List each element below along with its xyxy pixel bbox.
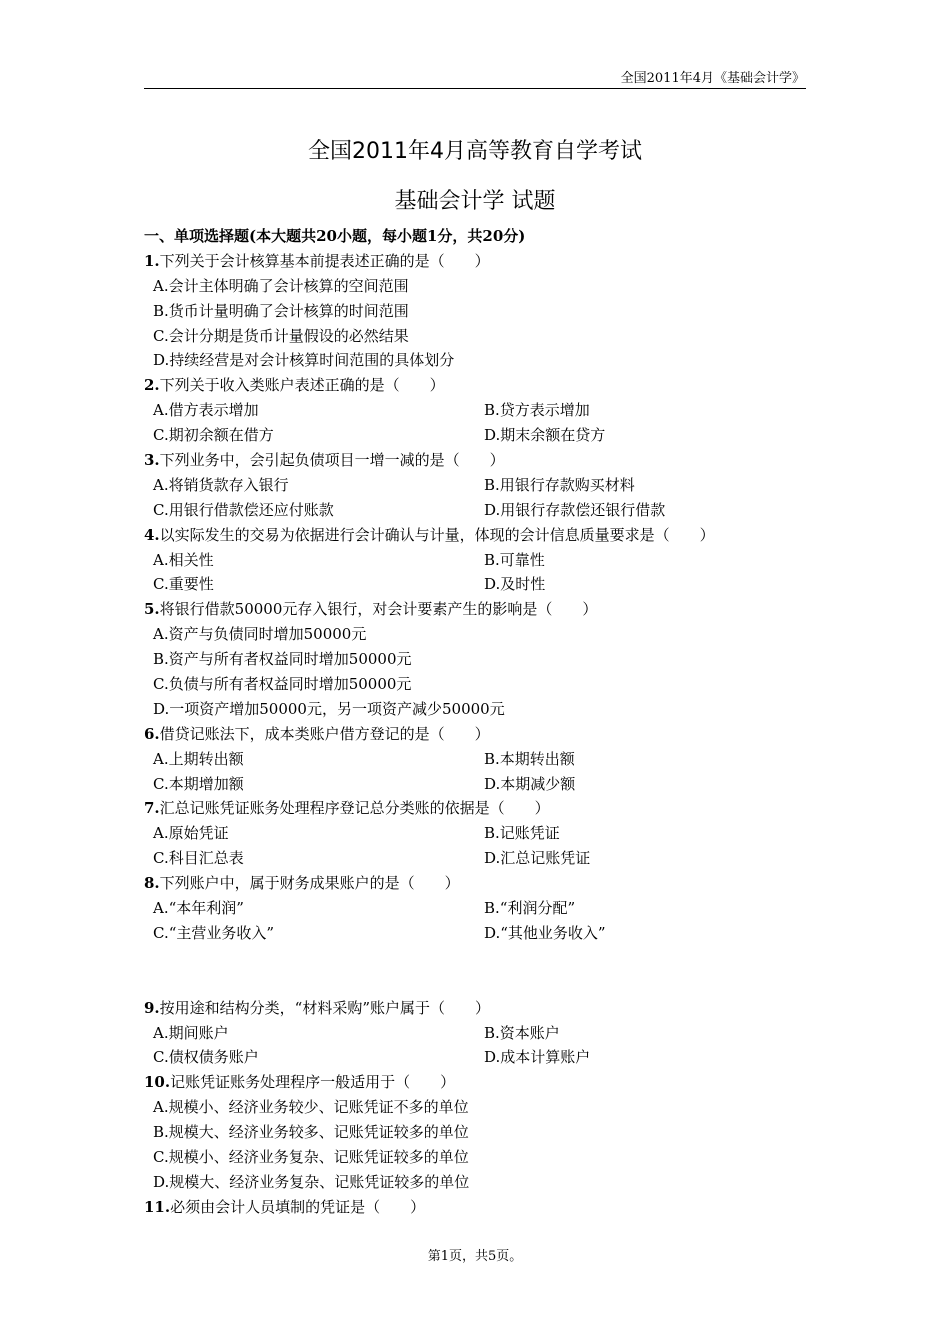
option-row: [144, 473, 806, 498]
exam-subtitle: 基础会计学 试题: [394, 189, 556, 214]
option-c: C.科目汇总表: [153, 849, 244, 868]
question-number: 2.: [144, 376, 160, 395]
question-10: [144, 1070, 806, 1095]
option-d: D.期末余额在贷方: [484, 426, 606, 445]
option-c: C.规模小、经济业务复杂、记账凭证较多的单位: [153, 1147, 469, 1166]
question-number: 1.: [144, 251, 160, 270]
question-text: 下列业务中，会引起负债项目一增一减的是（ ）: [159, 451, 505, 470]
question-body: [144, 224, 806, 1220]
option-row: [144, 846, 806, 871]
option-row: [144, 423, 806, 448]
option-c: C.会计分期是货币计量假设的必然结果: [153, 326, 409, 345]
option-d: D.持续经营是对会计核算时间范围的具体划分: [153, 351, 455, 370]
option-row: [144, 398, 806, 423]
question-3: [144, 448, 806, 473]
option-row: [144, 548, 806, 573]
exam-title: 全国2011年4月高等教育自学考试: [308, 139, 642, 164]
question-9: [144, 996, 806, 1021]
question-number: 6.: [144, 724, 160, 743]
option-row: [144, 498, 806, 523]
question-text: 按用途和结构分类，“材料采购”账户属于（ ）: [159, 998, 491, 1017]
question-text: 下列关于收入类账户表述正确的是（ ）: [159, 376, 445, 395]
question-number: 9.: [144, 998, 160, 1017]
option-row: [144, 1045, 806, 1070]
question-text: 将银行借款50000元存入银行，对会计要素产生的影响是（ ）: [159, 600, 598, 619]
option-row: [144, 821, 806, 846]
option-d: D.及时性: [484, 575, 546, 594]
question-number: 8.: [144, 874, 160, 893]
option-b: B.可靠性: [484, 550, 545, 569]
question-7: [144, 796, 806, 821]
option-d: D.规模大、经济业务复杂、记账凭证较多的单位: [153, 1172, 470, 1191]
question-number: 5.: [144, 600, 160, 619]
question-text: 以实际发生的交易为依据进行会计确认与计量，体现的会计信息质量要求是（ ）: [159, 525, 715, 544]
option-a: A.资产与负债同时增加50000元: [153, 625, 367, 644]
question-text: 记账凭证账务处理程序一般适用于（ ）: [170, 1073, 456, 1092]
option-d: D.汇总记账凭证: [484, 849, 591, 868]
option-c: C.负债与所有者权益同时增加50000元: [153, 675, 412, 694]
blank-space: [144, 946, 806, 996]
option-c: C.期初余额在借方: [153, 426, 274, 445]
option-b: B.用银行存款购买材料: [484, 475, 635, 494]
question-number: 7.: [144, 799, 160, 818]
page-footer: 第1页，共5页。: [427, 1249, 523, 1264]
option-b: B.“利润分配”: [484, 899, 576, 918]
option-a: A.会计主体明确了会计核算的空间范围: [153, 276, 409, 295]
header-rule: [144, 88, 806, 89]
question-number: 11.: [144, 1197, 171, 1216]
question-4: [144, 523, 806, 548]
option-a: A.将销货款存入银行: [153, 475, 289, 494]
option-c: C.债权债务账户: [153, 1048, 259, 1067]
running-header: 全国2011年4月《基础会计学》: [620, 71, 805, 86]
question-number: 4.: [144, 525, 160, 544]
question-11: [144, 1195, 806, 1220]
question-6: [144, 722, 806, 747]
option-c: C.“主营业务收入”: [153, 923, 275, 942]
option-row: [144, 896, 806, 921]
option-a: A.原始凭证: [153, 824, 229, 843]
option-b: B.资产与所有者权益同时增加50000元: [153, 650, 412, 669]
question-text: 下列账户中，属于财务成果账户的是（ ）: [159, 874, 460, 893]
option-d: D.成本计算账户: [484, 1048, 591, 1067]
option-b: B.记账凭证: [484, 824, 560, 843]
option-a: A.借方表示增加: [153, 401, 259, 420]
option-d: D.“其他业务收入”: [484, 923, 606, 942]
option-c: C.用银行借款偿还应付账款: [153, 500, 334, 519]
option-b: B.货币计量明确了会计核算的时间范围: [153, 301, 409, 320]
option-d: D.一项资产增加50000元，另一项资产减少50000元: [153, 699, 505, 718]
question-1: [144, 249, 806, 274]
option-row: [144, 772, 806, 797]
question-text: 必须由会计人员填制的凭证是（ ）: [170, 1197, 426, 1216]
option-a: A.期间账户: [153, 1023, 229, 1042]
option-a: A.相关性: [153, 550, 214, 569]
question-number: 10.: [144, 1073, 171, 1092]
option-d: D.用银行存款偿还银行借款: [484, 500, 666, 519]
question-8: [144, 871, 806, 896]
option-c: C.重要性: [153, 575, 214, 594]
option-b: B.贷方表示增加: [484, 401, 590, 420]
option-row: [144, 1021, 806, 1046]
option-row: [144, 572, 806, 597]
question-text: 借贷记账法下，成本类账户借方登记的是（ ）: [159, 724, 490, 743]
option-a: A.“本年利润”: [153, 899, 244, 918]
section-heading: 一、单项选择题(本大题共20小题，每小题1分，共20分): [144, 227, 526, 245]
option-b: B.本期转出额: [484, 749, 575, 768]
option-c: C.本期增加额: [153, 774, 244, 793]
question-text: 汇总记账凭证账务处理程序登记总分类账的依据是（ ）: [159, 799, 550, 818]
option-a: A.规模小、经济业务较少、记账凭证不多的单位: [153, 1098, 469, 1117]
option-b: B.资本账户: [484, 1023, 560, 1042]
option-row: [144, 921, 806, 946]
option-b: B.规模大、经济业务较多、记账凭证较多的单位: [153, 1123, 469, 1142]
question-text: 下列关于会计核算基本前提表述正确的是（ ）: [159, 251, 490, 270]
question-2: [144, 373, 806, 398]
question-5: [144, 597, 806, 622]
option-a: A.上期转出额: [153, 749, 244, 768]
option-row: [144, 747, 806, 772]
question-number: 3.: [144, 451, 160, 470]
option-d: D.本期减少额: [484, 774, 576, 793]
